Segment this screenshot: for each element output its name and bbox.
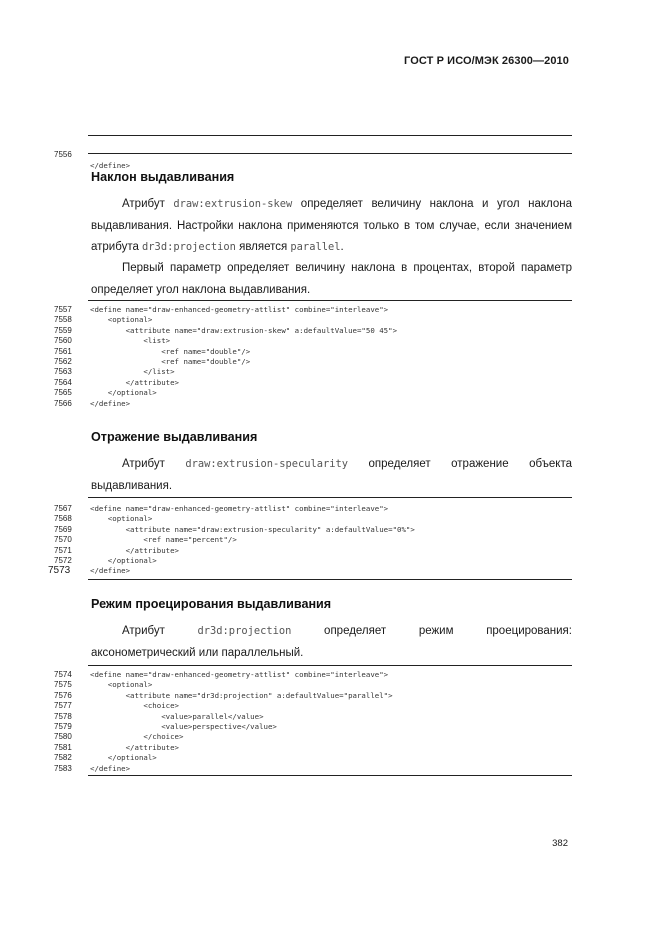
section-heading-skew: Наклон выдавливания bbox=[91, 170, 235, 184]
code-line: 7561 <ref name="double"/> bbox=[54, 346, 251, 356]
code-line: 7568 <optional> bbox=[54, 514, 153, 524]
code-block-1 bbox=[54, 135, 572, 170]
section-heading-projection: Режим проецирования выдавливания bbox=[91, 597, 332, 611]
paragraph-specularity: Атрибут draw:extrusion-specularity определяет отражение объекта выдавливания. bbox=[91, 458, 572, 492]
code-line: 7565 </optional> bbox=[54, 388, 157, 398]
code-line: 7558 <optional> bbox=[54, 315, 153, 325]
code-block-2 bbox=[54, 300, 572, 409]
code-line: 7583 </define> bbox=[54, 763, 131, 773]
code-line: 7577 <choice> bbox=[54, 701, 179, 711]
code-line: 7582 </optional> bbox=[54, 753, 157, 763]
code-line: 7559 <attribute name="draw:extrusion-skew" a:defaultValue="50 45"> bbox=[54, 325, 398, 335]
code-inline: draw:extrusion-skew bbox=[173, 198, 293, 210]
code-inline: draw:extrusion-specularity bbox=[185, 458, 349, 470]
code-line bbox=[54, 140, 572, 170]
paragraph-skew-2: Первый параметр определяет величину наклона в процентах, второй параметр определяет угол наклона выдавливания. bbox=[91, 262, 572, 296]
code-line: 7557 <define name="draw-enhanced-geometry-attlist" combine="interleave"> bbox=[54, 305, 389, 314]
code-text: </define> bbox=[90, 160, 131, 170]
code-line: 7572 </optional> bbox=[54, 555, 157, 565]
code-line: 7575 <optional> bbox=[54, 680, 153, 690]
rule-bottom bbox=[88, 579, 572, 580]
code-block-3 bbox=[48, 497, 572, 580]
rule-top bbox=[88, 135, 572, 136]
rule-top bbox=[88, 497, 572, 498]
code-block-4 bbox=[54, 665, 572, 776]
code-line: 7570 <ref name="percent"/> bbox=[54, 535, 237, 545]
line-number: 7556 bbox=[54, 150, 72, 160]
code-line: 7566 </define> bbox=[54, 398, 131, 408]
page-number: 382 bbox=[552, 838, 568, 849]
code-line: 7579 <value>perspective</value> bbox=[54, 721, 277, 731]
code-inline: dr3d:projection bbox=[197, 625, 292, 637]
section-heading-specularity: Отражение выдавливания bbox=[91, 430, 258, 444]
code-line: 7564 </attribute> bbox=[54, 377, 179, 387]
document-header: ГОСТ Р ИСО/МЭК 26300—2010 bbox=[404, 55, 569, 67]
code-line: 7576 <attribute name="dr3d:projection" a:defaultValue="parallel"> bbox=[54, 690, 393, 700]
paragraph-projection: Атрибут dr3d:projection определяет режим проецирования: аксонометрический или параллельный. bbox=[91, 621, 572, 664]
code-line: 7574 <define name="draw-enhanced-geometry-attlist" combine="interleave"> bbox=[54, 670, 389, 679]
rule-top bbox=[88, 665, 572, 666]
rule-top bbox=[88, 300, 572, 301]
code-line: 7573 </define> bbox=[48, 565, 131, 577]
code-line: 7567 <define name="draw-enhanced-geometry-attlist" combine="interleave"> bbox=[54, 504, 389, 513]
rule-bottom bbox=[88, 775, 572, 776]
code-line: 7569 <attribute name="draw:extrusion-specularity" a:defaultValue="0%"> bbox=[54, 524, 415, 534]
code-line: 7581 </attribute> bbox=[54, 742, 179, 752]
code-line: 7562 <ref name="double"/> bbox=[54, 356, 251, 366]
code-line: 7563 </list> bbox=[54, 367, 175, 377]
code-inline: parallel bbox=[290, 241, 341, 253]
code-inline: dr3d:projection bbox=[142, 241, 236, 253]
rule-bottom bbox=[88, 153, 572, 154]
code-line: 7578 <value>parallel</value> bbox=[54, 711, 264, 721]
code-line: 7560 <list> bbox=[54, 336, 171, 346]
code-line: 7580 </choice> bbox=[54, 732, 184, 742]
code-line: 7571 </attribute> bbox=[54, 545, 179, 555]
paragraph-skew-1: Атрибут draw:extrusion-skew определяет величину наклона и угол наклона выдавливания. Настройки наклона применяются только в том случае, если значением атрибута dr3d:projection является parallel. bbox=[91, 198, 572, 253]
